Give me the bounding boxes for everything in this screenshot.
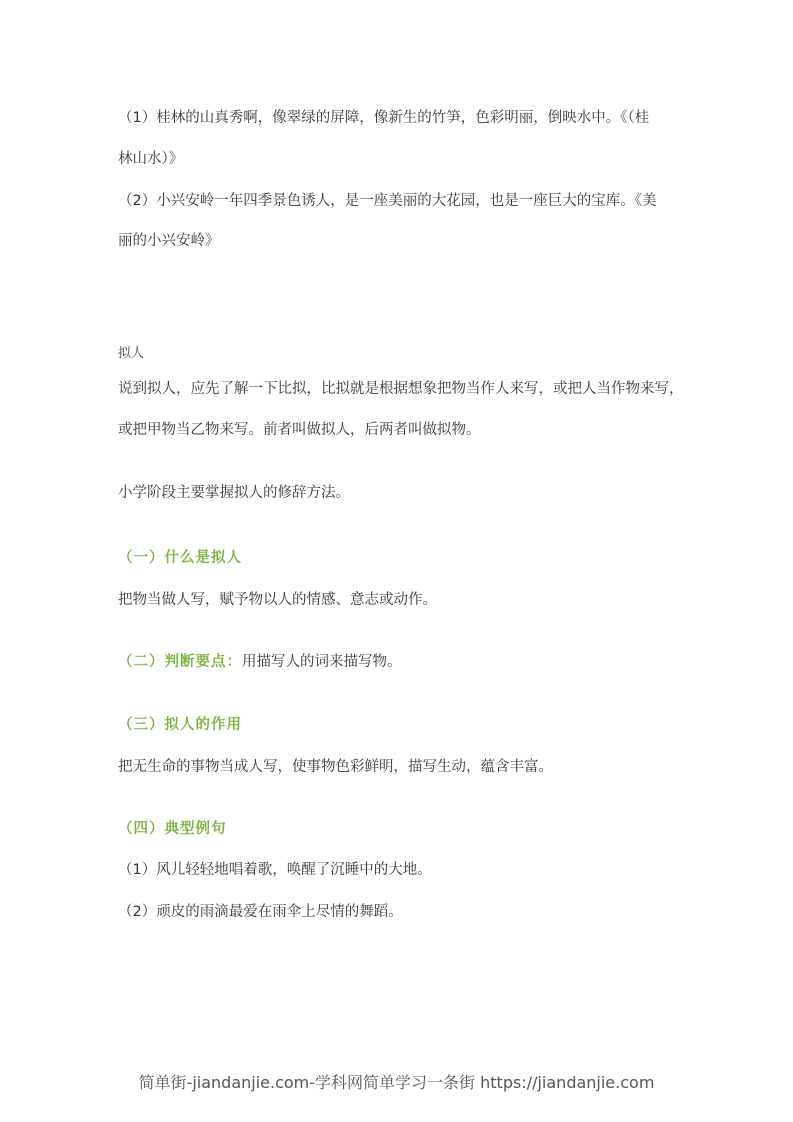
subsection-4-example-2: （2）顽皮的雨滴最爱在雨伞上尽情的舞蹈。 bbox=[118, 904, 403, 920]
subsection-1-body: 把物当做人写，赋予物以人的情感、意志或动作。 bbox=[118, 592, 437, 608]
example-xiaoxinganling-line2: 丽的小兴安岭》 bbox=[118, 233, 220, 249]
subsection-3-heading: （三）拟人的作用 bbox=[118, 717, 242, 733]
subsection-3-body: 把无生命的事物当成人写，使事物色彩鲜明，描写生动，蕴含丰富。 bbox=[118, 759, 553, 775]
section-intro-line1: 说到拟人，应先了解一下比拟，比拟就是根据想象把物当作人来写，或把人当作物来写， bbox=[118, 381, 684, 397]
page-footer-watermark: 简单街-jiandanjie.com-学科网简单学习一条街 https://jiandanjie.com bbox=[138, 1073, 655, 1092]
subsection-2-body: 用描写人的词来描写物。 bbox=[242, 654, 402, 670]
section-title: 拟人 bbox=[118, 346, 145, 361]
subsection-2-heading: （二）判断要点： bbox=[118, 654, 242, 670]
example-guilin-line2: 林山水）》 bbox=[118, 151, 184, 167]
example-xiaoxinganling-line1: （2）小兴安岭一年四季景色诱人，是一座美丽的大花园，也是一座巨大的宝库。《美 bbox=[118, 193, 657, 209]
section-intro-line2: 或把甲物当乙物来写。前者叫做拟人，后两者叫做拟物。 bbox=[118, 422, 481, 438]
subsection-2-row bbox=[118, 652, 402, 672]
example-guilin-line1: （1）桂林的山真秀啊，像翠绿的屏障，像新生的竹笋，色彩明丽，倒映水中。《（桂 bbox=[118, 110, 650, 126]
subsection-4-example-1: （1）风儿轻轻地唱着歌，唤醒了沉睡中的大地。 bbox=[118, 862, 432, 878]
subsection-4-heading: （四）典型例句 bbox=[118, 821, 227, 837]
subsection-1-heading: （一）什么是拟人 bbox=[118, 550, 242, 566]
section-note: 小学阶段主要掌握拟人的修辞方法。 bbox=[118, 485, 350, 501]
